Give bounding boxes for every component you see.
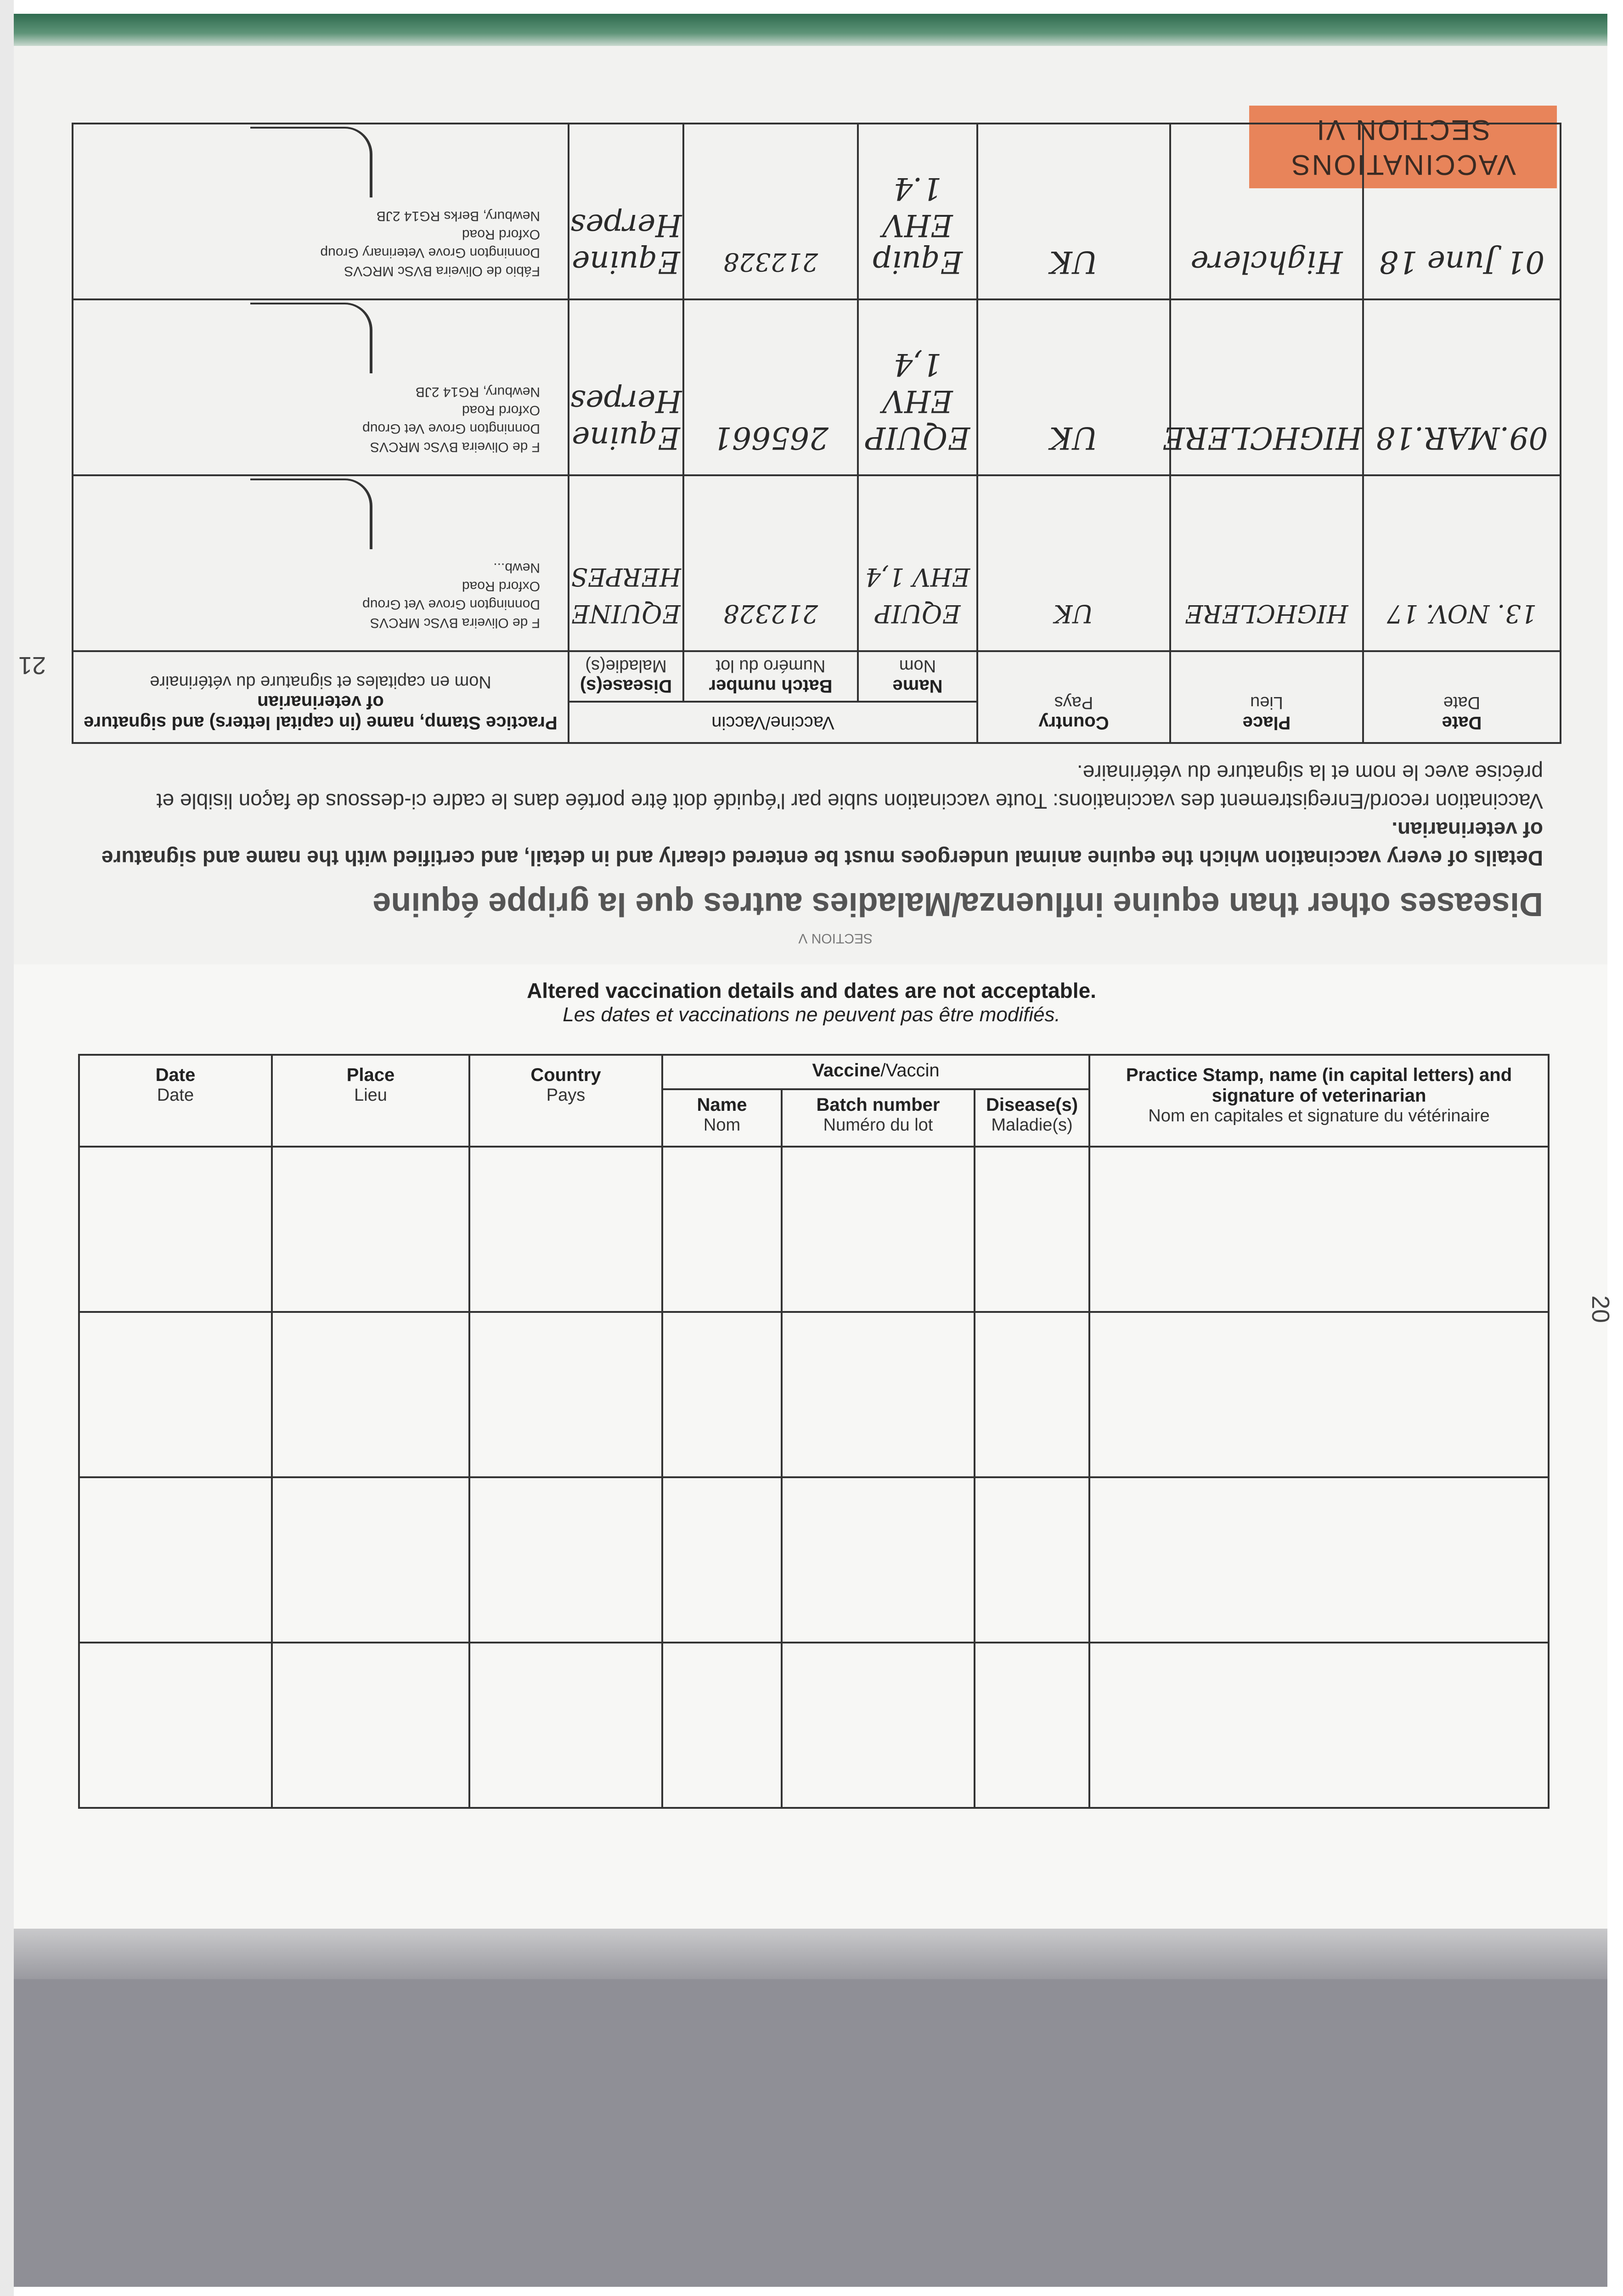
lower-col-vaccine: Vaccine/Vaccin <box>662 1055 1089 1089</box>
entry-date: 09.MAR.18 <box>1363 299 1561 475</box>
entry-stamp <box>73 299 569 475</box>
section-label: SECTION V <box>798 931 873 946</box>
entry-name: EQUIP EHV 1,4 <box>858 299 977 475</box>
entry-disease: Equine Herpes <box>569 124 683 299</box>
upper-heading: Diseases other than equine influenza/Maladies autres que la grippe équine <box>372 886 1543 923</box>
scan-left-edge <box>0 0 14 2296</box>
entry-country: UK <box>977 475 1170 651</box>
scanner-background <box>14 1979 1607 2287</box>
upper-col-batch: Batch number Numéro du lot <box>683 651 858 702</box>
entry-batch: 212328 <box>683 124 858 299</box>
vet-signature <box>250 127 372 197</box>
page-number-20: 20 <box>1587 1295 1615 1323</box>
vet-stamp: F de Oliveira BVSc MRCVS Donnington Grove Vet Group Oxford Road Newb... <box>362 560 540 630</box>
vet-signature <box>250 478 372 549</box>
upper-col-vaccine: Vaccine/Vaccin <box>569 702 977 743</box>
upper-col-stamp: Practice Stamp, name (in capital letters) and signature of veterinarian Nom en capitales et signature du vétérinaire <box>73 651 569 743</box>
alteration-warning-french: Les dates et vaccinations ne peuvent pas être modifiés. <box>563 1003 1060 1026</box>
upper-page-upside-down <box>14 46 1607 964</box>
alteration-warning: Altered vaccination details and dates are not acceptable. <box>527 979 1096 1002</box>
lower-col-place: Place Lieu <box>272 1055 469 1147</box>
vet-stamp: F de Oliveira BVSc MRCVS Donnington Grove Vet Group Oxford Road Newbury, RG14 2JB <box>362 384 540 455</box>
entry-name: EQUIP EHV 1,4 <box>858 475 977 651</box>
entry-country: UK <box>977 299 1170 475</box>
empty-entry-row[interactable] <box>79 1312 1549 1477</box>
empty-entry-row[interactable] <box>79 1147 1549 1312</box>
entry-name: Equip EHV 1.4 <box>858 124 977 299</box>
entry-batch: 212328 <box>683 475 858 651</box>
section-tab-title: VACCINATIONS <box>1290 149 1516 180</box>
upper-vaccination-table <box>72 123 1561 744</box>
upper-note <box>96 759 1543 872</box>
upper-col-date: Date Date <box>1363 651 1561 743</box>
upper-col-disease: Disease(s) Maladie(s) <box>569 651 683 702</box>
note-english: Details of every vaccination which the equine animal undergoes must be entered clearly and in detail, and certified with the name and signature of veterinarian. <box>101 818 1543 870</box>
entry-batch: 265661 <box>683 299 858 475</box>
vet-stamp: Fábio de Oliveira BVSc MRCVS Donnington Grove Veterinary Group Oxford Road Newbury, Berks RG14 2JB <box>320 208 540 279</box>
lower-col-stamp: Practice Stamp, name (in capital letters) and signature of veterinarian Nom en capitales et signature du vétérinaire <box>1089 1055 1549 1147</box>
page-bottom-shadow <box>14 1929 1607 1979</box>
entry-country: UK <box>977 124 1170 299</box>
upper-header-row-1 <box>73 702 1561 743</box>
table-row <box>73 299 1561 475</box>
entry-disease: Equine Herpes <box>569 299 683 475</box>
entry-place: HIGHCLERE <box>1170 299 1363 475</box>
green-cover-strip <box>14 14 1607 46</box>
entry-place: Highclere <box>1170 124 1363 299</box>
lower-col-name: Name Nom <box>662 1089 782 1147</box>
empty-entry-row[interactable] <box>79 1643 1549 1808</box>
upper-col-name: Name Nom <box>858 651 977 702</box>
lower-col-date: Date Date <box>79 1055 272 1147</box>
entry-stamp <box>73 475 569 651</box>
entry-stamp <box>73 124 569 299</box>
table-row <box>73 475 1561 651</box>
entry-date: 01 June 18 <box>1363 124 1561 299</box>
entry-disease: EQUINE HERPES <box>569 475 683 651</box>
table-row <box>73 124 1561 299</box>
lower-vaccination-table <box>78 1054 1550 1809</box>
page-number-21: 21 <box>18 652 46 679</box>
entry-date: 13. NOV. 17 <box>1363 475 1561 651</box>
upper-col-country: Country Pays <box>977 651 1170 743</box>
lower-col-country: Country Pays <box>469 1055 662 1147</box>
empty-entry-row[interactable] <box>79 1477 1549 1643</box>
vet-signature <box>250 303 372 373</box>
lower-col-batch: Batch number Numéro du lot <box>782 1089 975 1147</box>
entry-place: HIGHCLERE <box>1170 475 1363 651</box>
lower-col-disease: Disease(s) Maladie(s) <box>975 1089 1089 1147</box>
upper-col-place: Place Lieu <box>1170 651 1363 743</box>
section-tab-subtitle: SECTION VI <box>1315 114 1491 146</box>
note-french: Vaccination record/Enregistrement des vaccinations: Toute vaccination subie par l'équidé doit être portée dans le cadre ci-dessous de façon lisible et précise avec le nom et la signature du vétérinaire. <box>156 761 1543 813</box>
lower-header-row-1 <box>79 1055 1549 1089</box>
